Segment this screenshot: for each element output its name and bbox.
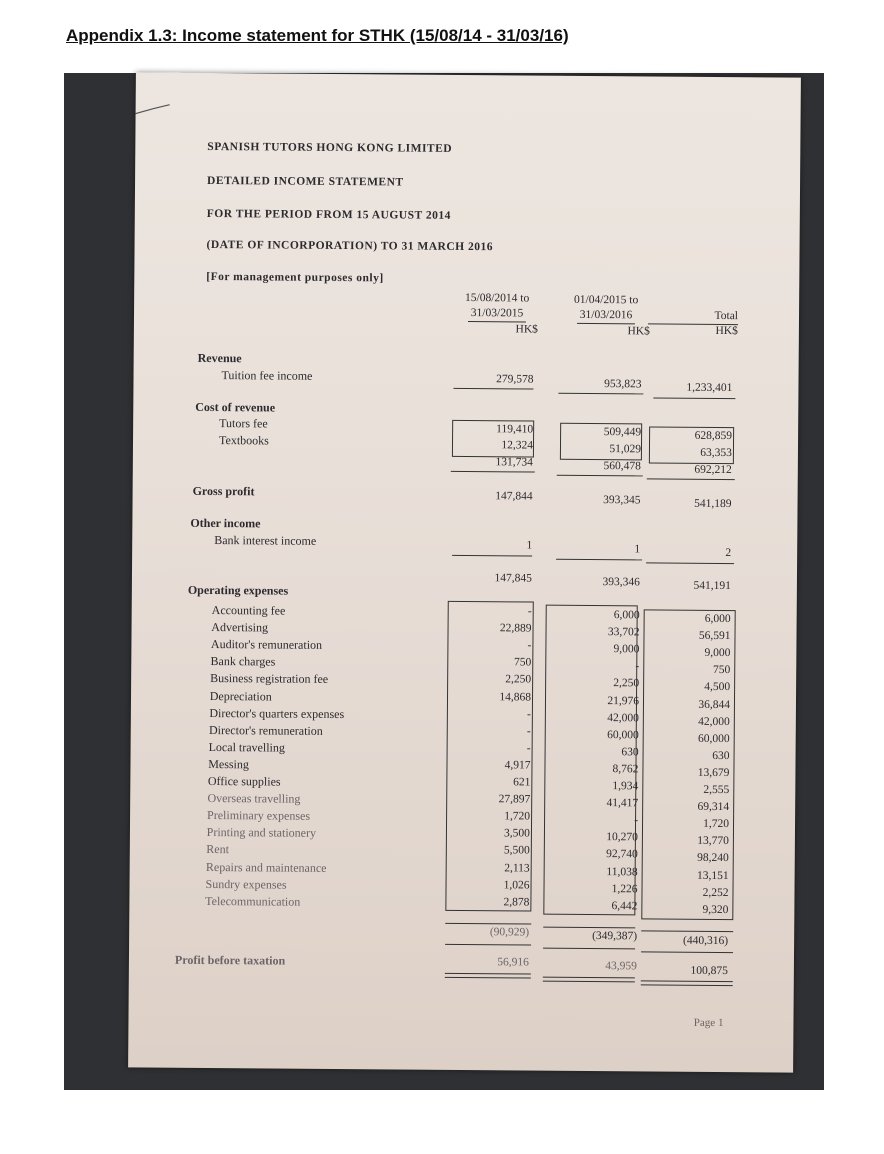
revenue-heading: Revenue	[197, 350, 242, 366]
opex-item-value: 42,000	[607, 711, 639, 724]
pencil-mark-icon	[128, 100, 174, 120]
bank-interest-value-total: 2	[725, 547, 732, 560]
opex-item-value: 1,026	[503, 878, 530, 892]
subtotal-value-total: 541,191	[693, 579, 731, 593]
revenue-value-2: 953,823	[604, 378, 642, 391]
opex-item-value: 2,250	[613, 677, 640, 690]
opex-item-value: 56,591	[698, 629, 731, 643]
opex-item-label: Overseas travelling	[207, 791, 301, 806]
opex-item-value: 8,762	[612, 763, 639, 776]
tutors-fee-value-total: 628,859	[694, 429, 733, 443]
bank-interest-value-2: 1	[634, 543, 641, 556]
opex-item-label: Messing	[208, 756, 249, 772]
opex-item-value: 13,770	[697, 835, 729, 848]
tutors-fee-value-1: 119,410	[496, 423, 534, 436]
opex-item-value: 1,226	[611, 882, 638, 895]
revenue-value-total: 1,233,401	[686, 381, 733, 395]
opex-item-value: 41,417	[606, 797, 639, 810]
opex-item-label: Auditor's remuneration	[210, 637, 323, 653]
column-header-2: 01/04/2015 to 31/03/2016 HK$	[573, 293, 650, 338]
opex-item-label: Printing and stationery	[206, 825, 317, 841]
gross-profit-value-1: 147,844	[495, 490, 533, 503]
profit-before-tax-value-2: 43,959	[605, 960, 637, 973]
appendix-title: Appendix 1.3: Income statement for STHK (15/08/14 - 31/03/16)	[66, 26, 569, 45]
opex-total-1: (90,929)	[489, 926, 530, 939]
opex-item-value: 2,878	[503, 896, 530, 909]
opex-item-label: Director's quarters expenses	[209, 705, 345, 721]
opex-item-value: 1,934	[612, 780, 639, 793]
page-number: Page 1	[693, 1016, 724, 1030]
opex-item-value: -	[527, 605, 532, 618]
opex-item-value: 2,555	[703, 783, 730, 797]
opex-item-label: Sundry expenses	[205, 876, 287, 892]
opex-item-value: 14,868	[499, 690, 532, 704]
tutors-fee-label: Tutors fee	[219, 416, 268, 431]
opex-item-value: -	[527, 639, 532, 652]
opex-item-value: 1,720	[504, 810, 531, 823]
column-header-1: 15/08/2014 to 31/03/2015 HK$	[464, 291, 538, 336]
opex-item-value: -	[526, 725, 531, 738]
bank-interest-label: Bank interest income	[214, 533, 317, 548]
opex-item-label: Rent	[206, 842, 230, 857]
revenue-value-1: 279,578	[496, 373, 534, 386]
company-name: SPANISH TUTORS HONG KONG LIMITED	[207, 140, 453, 155]
opex-item-value: 4,917	[504, 759, 531, 772]
period-line-1: FOR THE PERIOD FROM 15 AUGUST 2014	[206, 207, 451, 222]
opex-item-value: 27,897	[498, 793, 531, 806]
opex-total-total: (440,316)	[683, 934, 729, 948]
opex-item-label: Depreciation	[209, 688, 272, 703]
opex-item-value: 6,442	[611, 899, 638, 913]
opex-total-2: (349,387)	[592, 930, 638, 943]
opex-item-label: Preliminary expenses	[207, 808, 311, 823]
opex-item-value: 3,500	[504, 827, 530, 840]
opex-item-label: Accounting fee	[211, 603, 286, 618]
cost-total-1: 131,734	[495, 456, 533, 469]
cost-of-revenue-heading: Cost of revenue	[195, 399, 276, 415]
opex-item-value: 630	[621, 746, 639, 759]
opex-item-value: -	[635, 660, 640, 673]
opex-item-value: 60,000	[607, 728, 639, 742]
opex-item-label: Director's remuneration	[208, 722, 323, 738]
opex-item-value: 9,320	[702, 903, 729, 916]
gross-profit-label: Gross profit	[192, 483, 255, 499]
opex-item-value: 21,976	[607, 694, 640, 707]
opex-item-value: -	[526, 742, 531, 755]
opex-item-label: Telecommunication	[205, 893, 301, 909]
opex-item-value: 92,740	[606, 848, 638, 861]
opex-item-value: 630	[712, 749, 730, 762]
opex-item-value: 750	[712, 664, 731, 677]
opex-item-value: 6,000	[704, 612, 731, 626]
cost-total-2: 560,478	[603, 460, 641, 473]
opex-item-value: 5,500	[503, 844, 530, 857]
subtotal-value-2: 393,346	[602, 576, 640, 589]
other-income-heading: Other income	[190, 515, 261, 531]
column-header-total: Total HK$	[648, 308, 738, 339]
subtotal-value-1: 147,845	[494, 572, 533, 585]
opex-item-value: 60,000	[698, 732, 730, 745]
opex-item-label: Bank charges	[210, 654, 276, 669]
opex-item-value: 11,038	[606, 865, 638, 878]
opex-item-value: 98,240	[697, 852, 729, 865]
opex-item-value: -	[634, 814, 639, 827]
tuition-fee-label: Tuition fee income	[221, 368, 313, 383]
opex-item-value: 9,000	[704, 647, 731, 660]
opex-item-value: 621	[513, 776, 531, 789]
income-statement-page	[128, 72, 801, 1072]
opex-item-value: 36,844	[698, 698, 731, 711]
textbooks-value-total: 63,353	[700, 446, 732, 460]
opex-item-value: 2,250	[505, 673, 532, 686]
opex-item-value: 10,270	[606, 831, 638, 844]
opex-item-value: 2,113	[504, 861, 530, 875]
statement-title: DETAILED INCOME STATEMENT	[207, 174, 404, 189]
opex-item-value: 42,000	[698, 715, 730, 728]
management-note: [For management purposes only]	[206, 270, 384, 285]
profit-before-tax-value-total: 100,875	[690, 964, 728, 978]
cost-total-total: 692,212	[694, 463, 732, 477]
opex-item-label: Repairs and maintenance	[205, 859, 327, 875]
operating-expenses-heading: Operating expenses	[187, 582, 289, 598]
opex-item-value: 9,000	[613, 643, 640, 656]
opex-item-value: 69,314	[697, 800, 730, 814]
opex-item-label: Office supplies	[207, 773, 281, 789]
opex-item-value: 750	[513, 656, 532, 669]
profit-before-tax-label: Profit before taxation	[174, 952, 286, 968]
period-line-2: (DATE OF INCORPORATION) TO 31 MARCH 2016	[206, 238, 494, 254]
gross-profit-value-total: 541,189	[694, 497, 732, 511]
opex-item-value: 13,679	[697, 766, 730, 779]
opex-item-label: Local travelling	[208, 739, 285, 755]
textbooks-label: Textbooks	[218, 433, 269, 448]
profit-before-tax-value-1: 56,916	[497, 956, 529, 969]
gross-profit-value-2: 393,345	[603, 494, 641, 507]
opex-item-label: Advertising	[211, 620, 269, 635]
opex-item-value: 33,702	[607, 626, 640, 639]
opex-item-value: 22,889	[499, 622, 532, 635]
opex-item-label: Business registration fee	[210, 671, 329, 687]
opex-item-value: 2,252	[702, 886, 729, 899]
textbooks-value-2: 51,029	[609, 443, 642, 456]
textbooks-value-1: 12,324	[501, 439, 534, 452]
bank-interest-value-1: 1	[526, 539, 533, 552]
opex-item-value: 13,151	[696, 869, 729, 882]
opex-item-value: 1,720	[703, 818, 730, 831]
tutors-fee-value-2: 509,449	[603, 426, 642, 439]
opex-item-value: -	[526, 708, 531, 721]
opex-item-value: 4,500	[704, 681, 731, 694]
opex-item-value: 6,000	[613, 609, 640, 622]
